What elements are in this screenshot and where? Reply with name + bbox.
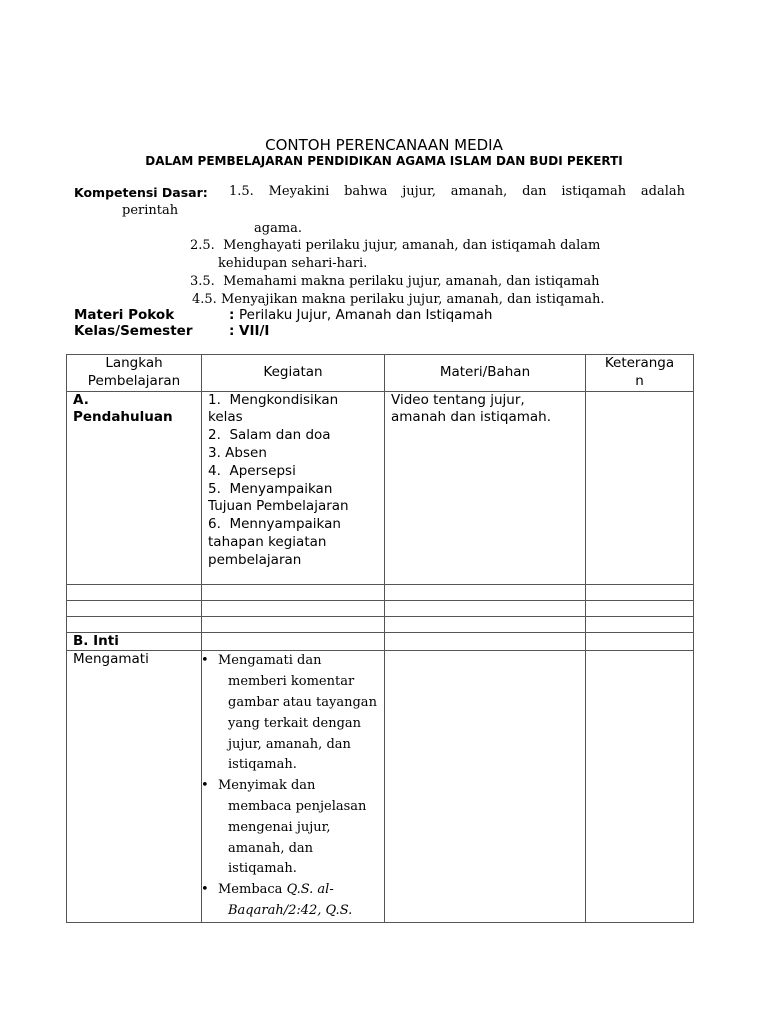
pendahuluan-materi	[385, 391, 586, 584]
empty-cell	[67, 584, 202, 600]
pendahuluan-keterangan	[586, 391, 694, 584]
list-item	[201, 776, 378, 880]
kegiatan-line: 1. Mengkondisikan	[208, 391, 339, 408]
header-kegiatan: Kegiatan	[202, 355, 385, 392]
empty-cell	[67, 600, 202, 616]
table-row-empty	[67, 584, 694, 600]
list-item	[201, 880, 378, 922]
pendahuluan-label-line-1: A.	[73, 391, 89, 408]
table-row-empty	[67, 616, 694, 632]
kegiatan-line: 3. Absen	[208, 444, 267, 461]
table-row-mengamati	[67, 651, 694, 922]
empty-cell	[67, 616, 202, 632]
empty-cell	[586, 584, 694, 600]
mengamati-kegiatan	[202, 651, 385, 922]
header-keterangan-line-2: n	[635, 372, 644, 389]
table-row-inti	[67, 632, 694, 651]
materi-line: Video tentang jujur,	[391, 391, 525, 408]
header-langkah-line-1: Langkah	[105, 355, 163, 371]
kd-4-line: 4.5. Menyajikan makna perilaku jujur, amanah, dan istiqamah.	[192, 292, 605, 307]
header-langkah	[67, 355, 202, 392]
materi-pokok-colon: :	[229, 307, 235, 323]
table-row-pendahuluan	[67, 391, 694, 584]
table-row-empty	[67, 600, 694, 616]
bullet-text: Mengamati dan	[218, 653, 322, 669]
kompetensi-label: Kompetensi Dasar:	[74, 185, 208, 200]
bullet-text: membaca penjelasan	[228, 798, 367, 814]
empty-cell	[202, 616, 385, 632]
kegiatan-line: pembelajaran	[208, 551, 302, 568]
header-keterangan	[586, 355, 694, 392]
kd-1-word: bahwa	[344, 184, 388, 199]
kd-1-word: adalah	[640, 184, 685, 199]
materi-pokok-value: Perilaku Jujur, Amanah dan Istiqamah	[239, 307, 493, 323]
bullet-text-italic: Baqarah/2:42, Q.S.	[228, 902, 353, 918]
kelas-semester-colon: :	[229, 323, 235, 339]
materi-line: amanah dan istiqamah.	[391, 409, 552, 426]
kd-1-line-2: perintah	[122, 203, 179, 218]
bullet-text: Menyimak dan	[218, 778, 316, 794]
bullet-text: mengenai jujur,	[228, 819, 331, 835]
bullet-text: Membaca	[218, 882, 287, 898]
materi-pokok-label: Materi Pokok	[74, 307, 175, 323]
list-item	[201, 651, 378, 776]
mengamati-label: Mengamati	[67, 651, 202, 922]
bullet-text: yang terkait dengan	[228, 715, 362, 731]
kegiatan-line: 4. Apersepsi	[208, 462, 296, 479]
table-header-row	[67, 355, 694, 392]
pendahuluan-label	[67, 391, 202, 584]
empty-cell	[385, 584, 586, 600]
empty-cell	[202, 632, 385, 651]
kd-2-line: 2.5. Menghayati perilaku jujur, amanah, dan istiqamah dalam	[190, 238, 601, 253]
bullet-text: amanah, dan	[228, 840, 314, 856]
header-materi: Materi/Bahan	[385, 355, 586, 392]
kegiatan-line: kelas	[208, 409, 243, 426]
document-title: CONTOH PERENCANAAN MEDIA	[265, 136, 503, 154]
document-subtitle: DALAM PEMBELAJARAN PENDIDIKAN AGAMA ISLAM DAN BUDI PEKERTI	[145, 154, 623, 168]
kd-1-word: dan	[522, 184, 547, 199]
empty-cell	[385, 600, 586, 616]
kelas-semester-label: Kelas/Semester	[74, 323, 193, 339]
empty-cell	[202, 584, 385, 600]
empty-cell	[202, 600, 385, 616]
empty-cell	[586, 616, 694, 632]
empty-cell	[385, 616, 586, 632]
kegiatan-line: 2. Salam dan doa	[208, 427, 331, 444]
kd-1-word: Meyakini	[268, 184, 330, 199]
inti-label: B. Inti	[67, 632, 202, 651]
bullet-icon: •	[201, 778, 209, 794]
bullet-text: jujur, amanah, dan	[228, 736, 351, 752]
empty-cell	[586, 600, 694, 616]
bullet-text-italic: Q.S. al-	[286, 882, 334, 898]
bullet-text: gambar atau tayangan	[228, 694, 377, 710]
kd-1-number: 1.5.	[229, 184, 254, 199]
kelas-semester-value: VII/I	[239, 323, 270, 339]
header-keterangan-line-1: Keteranga	[604, 355, 675, 371]
bullet-icon: •	[201, 653, 209, 669]
pendahuluan-label-line-2: Pendahuluan	[73, 409, 173, 426]
kd-2-line-2: kehidupan sehari-hari.	[218, 256, 368, 271]
bullet-icon: •	[201, 882, 209, 898]
mengamati-keterangan	[586, 651, 694, 922]
lesson-plan-table	[66, 354, 694, 923]
kegiatan-line: 6. Mennyampaikan	[208, 516, 341, 533]
bullet-text: memberi komentar	[228, 674, 355, 690]
bullet-text: istiqamah.	[228, 757, 297, 773]
kd-1-word: jujur,	[402, 184, 436, 199]
kd-1-line	[229, 184, 685, 199]
kegiatan-line: Tujuan Pembelajaran	[208, 498, 349, 515]
empty-cell	[385, 632, 586, 651]
empty-cell	[586, 632, 694, 651]
kegiatan-line: 5. Menyampaikan	[208, 480, 333, 497]
bullet-text: istiqamah.	[228, 861, 297, 877]
header-langkah-line-2: Pembelajaran	[87, 372, 181, 389]
pendahuluan-kegiatan	[202, 391, 385, 584]
kegiatan-line: tahapan kegiatan	[208, 533, 327, 550]
kd-1-line-3: agama.	[254, 221, 303, 236]
kd-3-line: 3.5. Memahami makna perilaku jujur, amanah, dan istiqamah	[190, 274, 600, 289]
kd-1-word: amanah,	[450, 184, 508, 199]
kegiatan-bullet-list	[201, 651, 378, 921]
mengamati-materi	[385, 651, 586, 922]
kd-1-word: istiqamah	[561, 184, 627, 199]
